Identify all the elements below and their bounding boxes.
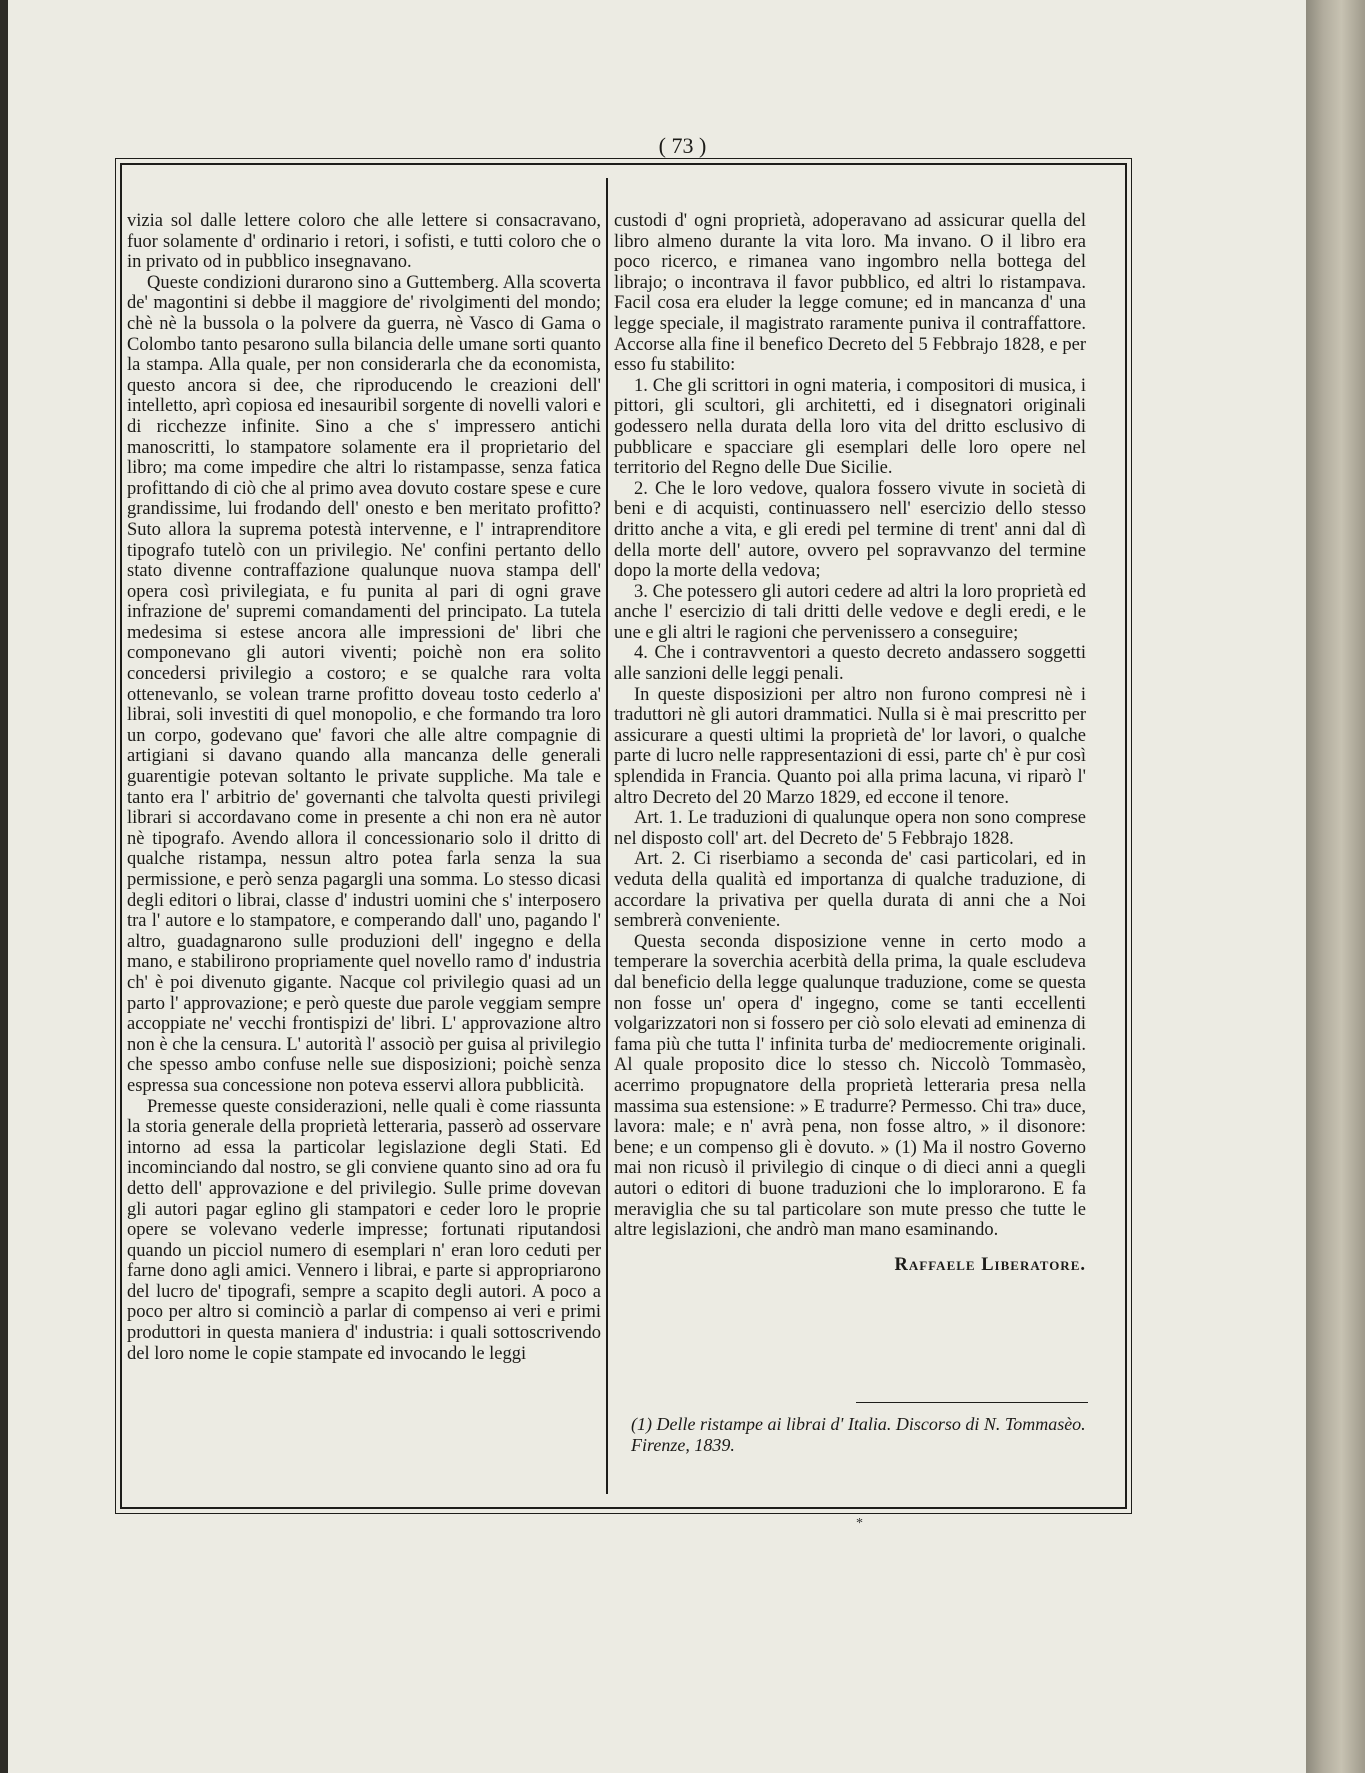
page-number: ( 73 ) — [658, 133, 707, 158]
book-spine — [0, 0, 8, 1773]
left-column — [127, 211, 601, 1364]
right-column — [614, 211, 1086, 1275]
decree-item: 3. Che potessero gli autori cedere ad altri la loro proprietà ed anche l' esercizio di tali dritti delle vedove e degli eredi, e le une e gli altri le ragioni che pervenissero a conseguire; — [614, 581, 1086, 643]
page-mark: * — [856, 1516, 863, 1531]
paragraph: In queste disposizioni per altro non furono compresi nè i traduttori nè gli autori drammatici. Nulla si è mai prescritto per assicurare a questi ultimi la proprietà de' lor lavori, o qualche parte di lucro nelle rappresentazioni di essi, parte ch' è pur così splendida in Francia. Quanto poi alla prima lacuna, vi riparò l' altro Decreto del 20 Marzo 1829, ed eccone il tenore. — [614, 684, 1086, 808]
footnote: (1) Delle ristampe ai librai d' Italia. Discorso di N. Tommasèo. Firenze, 1839. — [631, 1414, 1086, 1455]
paragraph: Questa seconda disposizione venne in certo modo a temperare la soverchia acerbità della prima, la quale escludeva dal beneficio della legge qualunque traduzione, come se questa non fosse un' opera d' ingegno, come se tanti eccellenti volgarizzatori non si fossero per ciò solo elevati ad eminenza di fama più che tutta l' infinita turba de' mediocremente originali. Al quale proposito dice lo stesso ch. Niccolò Tommasèo, acerrimo propugnatore della proprietà letteraria presa nella massima sua estensione: » E tradurre? Permesso. Chi tra» duce, lavora: male; e n' avrà pena, non fosse altro, » il disonore: bene; e un compenso gli è dovuto. » (1) Ma il nostro Governo mai non ricusò il privilegio di cinque o di dieci anni a quegli autori o editori di buone traduzioni che lo implorarono. E fa meraviglia che su tal particolare son mute presso che tutte le altre legislazioni, che andrò man mano esaminando. — [614, 931, 1086, 1241]
paragraph: Premesse queste considerazioni, nelle quali è come riassunta la storia generale della proprietà letteraria, passerò ad osservare intorno ad essa la particolar legislazione degli Stati. Ed incominciando dal nostro, se gli conviene quanto sino ad ora fu detto dell' approvazione e del privilegio. Sulle prime dovevan gli autori pagar eglino gli stampatori e ceder loro le proprie opere se volevano vederle impresse; fortunati riputandosi quando un picciol numero di esemplari n' eran loro ceduti per farne dono agli amici. Vennero i librai, e parte si appropriarono del lucro de' tipografi, sempre a scapito degli autori. A poco a poco per altro si cominciò a parlar di compenso ai veri e primi produttori in questa maniera d' industria: i quali sottoscrivendo del loro nome le copie stampate ed invocando le leggi — [127, 1096, 601, 1364]
decree-item: 2. Che le loro vedove, qualora fossero vivute in società di beni e di acquisti, continuassero nell' esercizio dello stesso dritto anche a vita, e gli eredi pel termine di trent' anni dal dì della morte dell' autore, ovvero pel sopravvanzo del termine dopo la morte della vedova; — [614, 478, 1086, 582]
page-edges — [1306, 0, 1365, 1773]
paragraph: Queste condizioni durarono sino a Guttemberg. Alla scoverta de' magontini si debbe il maggiore de' rivolgimenti del mondo; chè nè la bussola o la polvere da guerra, nè Vasco di Gama o Colombo tanto pesarono sulla bilancia delle umane sorti quanto la stampa. Alla quale, per non considerarla che da economista, questo ancora si dee, che riproducendo le creazioni dell' intelletto, aprì copiosa ed inesauribil sorgente di novelli valori e di ricchezze infinite. Sino a che s' impressero antichi manoscritti, lo stampatore solamente era il proprietario del libro; ma come impedire che altri lo ristampasse, senza fatica profittando di ciò che al primo avea dovuto costare spese e cure grandissime, lui frodando dell' onesto e ben meritato profitto? Suto allora la suprema potestà intervenne, e l' intraprenditore tipografo tutelò con un privilegio. Ne' confini pertanto dello stato divenne contraffazione qualunque nuova stampa dell' opera così privilegiata, e fu punita al pari di ogni grave infrazione de' supremi comandamenti del principato. La tutela medesima si estese ancora alle impressioni de' libri che componevano gli autori viventi; poichè non era solito concedersi privilegio a costoro; e se qualche rara volta ottenevanlo, se volean trarne profitto doveau tosto cederlo a' librai, soli investiti di quel monopolio, e che formando tra loro un corpo, godevano que' favori che alle altre compagnie di artigiani si davano quando alla mancanza delle generali guarentigie potevan soltanto le private suppliche. Ma tale e tanto era l' arbitrio de' governanti che talvolta questi privilegi librari si accordavano come in presente a chi non era nè autor nè tipografo. Avendo allora il concessionario solo il dritto di qualche ristampa, nessun altro potea farla senza la sua permissione, e però senza pagargli una somma. Lo stesso dicasi degli editori o librai, classe d' industri uomini che s' interposero tra l' autore e lo stampatore, e comperando dall' uno, pagando l' altro, guadagnarono sulle produzioni dell' ingegno e della mano, e stabilirono propriamente quel novello ramo d' industria ch' è poi divenuto gigante. Nacque col privilegio quasi ad un parto l' approvazione; e però queste due parole veggiam sempre accoppiate ne' vecchi frontispizi de' libri. L' approvazione altro non è che la censura. L' autorità l' associò per guisa al privilegio che spesso ambo confuse nelle sue disposizioni; poichè senza espressa sua concessione non poteva esservi allora pubblicità. — [127, 272, 601, 1096]
footnote-rule — [856, 1402, 1088, 1403]
paragraph: custodi d' ogni proprietà, adoperavano ad assicurar quella del libro almeno durante la vita loro. Ma invano. O il libro era poco ricerco, e rimanea vano ingombro nella bottega del librajo; o incontrava il favor pubblico, ed altri lo ristampava. Facil cosa era eluder la legge comune; ed in mancanza d' una legge speciale, il magistrato raramente puniva il contraffattore. Accorse alla fine il benefico Decreto del 5 Febbrajo 1828, e per esso fu stabilito: — [614, 211, 1086, 376]
paragraph: vizia sol dalle lettere coloro che alle lettere si consacravano, fuor solamente d' ordinario i retori, i sofisti, e tutti coloro che o in privato od in pubblico insegnavano. — [127, 211, 601, 273]
column-divider — [606, 178, 608, 1494]
decree-article: Art. 2. Ci riserbiamo a seconda de' casi particolari, ed in veduta della qualità ed importanza di qualche traduzione, di accordare la privativa per quella durata di anni che a Noi sembrerà conveniente. — [614, 849, 1086, 932]
decree-article: Art. 1. Le traduzioni di qualunque opera non sono comprese nel disposto coll' art. del Decreto de' 5 Febbrajo 1828. — [614, 808, 1086, 849]
decree-item: 4. Che i contravventori a questo decreto andassero soggetti alle sanzioni delle leggi penali. — [614, 643, 1086, 685]
author-signature: Raffaele Liberatore. — [894, 1254, 1086, 1275]
decree-item: 1. Che gli scrittori in ogni materia, i compositori di musica, i pittori, gli scultori, gli architetti, ed i disegnatori originali godessero nella durata della loro vita del dritto esclusivo di pubblicare e spacciare gli esemplari delle loro opere nel territorio del Regno delle Due Sicilie. — [614, 375, 1086, 479]
